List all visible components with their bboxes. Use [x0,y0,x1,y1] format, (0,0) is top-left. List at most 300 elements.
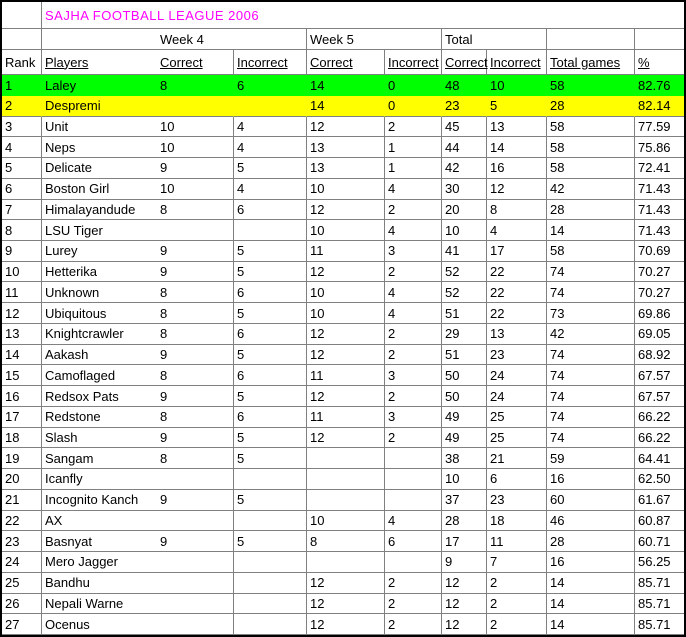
table-row [2,220,686,241]
rank-cell: 17 [2,407,42,428]
week5-incorrect-cell: 1 [385,137,442,158]
rank-cell: 13 [2,324,42,345]
total-games-cell: 60 [547,490,635,511]
percent-cell: 69.05 [635,324,686,345]
week5-incorrect-cell: 0 [385,75,442,96]
week4-correct-cell [157,220,234,241]
week5-incorrect-cell [385,490,442,511]
total-incorrect-cell: 11 [487,531,547,552]
rank-cell: 2 [2,96,42,117]
week4-incorrect-cell: 6 [234,200,307,221]
rank-cell: 26 [2,594,42,615]
percent-cell: 60.87 [635,511,686,532]
rank-cell: 23 [2,531,42,552]
week5-correct-cell: 10 [307,303,385,324]
week5-correct-cell [307,469,385,490]
week5-correct-cell: 10 [307,282,385,303]
total-games-cell: 46 [547,511,635,532]
week4-incorrect-cell [234,511,307,532]
week4-correct-cell: 9 [157,158,234,179]
rank-cell: 10 [2,262,42,283]
table-row [2,345,686,366]
week5-incorrect-cell: 2 [385,200,442,221]
week5-correct-cell: 12 [307,386,385,407]
table-row [2,365,686,386]
week4-incorrect-cell [234,614,307,635]
title-row [2,2,686,29]
week4-incorrect-cell: 5 [234,490,307,511]
col-header-week5-incorrect: Incorrect [385,50,442,75]
rank-cell: 9 [2,241,42,262]
week4-correct-cell: 9 [157,262,234,283]
total-incorrect-cell: 16 [487,158,547,179]
player-name-cell: Nepali Warne [42,594,157,615]
total-games-cell: 58 [547,117,635,138]
column-header-row [2,50,686,75]
rank-cell: 1 [2,75,42,96]
total-incorrect-cell: 21 [487,448,547,469]
total-games-cell: 28 [547,531,635,552]
week-row-spacer-rank [2,29,42,50]
player-name-cell: Sangam [42,448,157,469]
week4-correct-cell: 9 [157,386,234,407]
week5-correct-cell: 12 [307,324,385,345]
rank-cell: 21 [2,490,42,511]
week5-incorrect-cell [385,448,442,469]
week5-correct-cell: 14 [307,96,385,117]
group-header-week4: Week 4 [157,29,307,50]
total-correct-cell: 50 [442,365,487,386]
week5-incorrect-cell: 3 [385,365,442,386]
total-correct-cell: 38 [442,448,487,469]
week4-correct-cell: 9 [157,345,234,366]
week5-correct-cell: 12 [307,573,385,594]
week4-correct-cell [157,573,234,594]
week4-incorrect-cell: 6 [234,324,307,345]
table-row [2,179,686,200]
week4-correct-cell: 8 [157,200,234,221]
rank-cell: 22 [2,511,42,532]
player-name-cell: Ocenus [42,614,157,635]
col-header-week4-correct: Correct [157,50,234,75]
player-name-cell: Boston Girl [42,179,157,200]
total-incorrect-cell: 14 [487,137,547,158]
table-row [2,117,686,138]
week4-incorrect-cell: 6 [234,407,307,428]
player-name-cell: Incognito Kanch [42,490,157,511]
total-games-cell: 28 [547,200,635,221]
table-row [2,96,686,117]
total-correct-cell: 51 [442,345,487,366]
week5-correct-cell: 12 [307,428,385,449]
col-header-total-incorrect: Incorrect [487,50,547,75]
total-games-cell: 42 [547,179,635,200]
week4-correct-cell: 8 [157,407,234,428]
total-incorrect-cell: 24 [487,365,547,386]
col-header-week5-correct: Correct [307,50,385,75]
percent-cell: 85.71 [635,573,686,594]
week5-incorrect-cell: 2 [385,345,442,366]
rank-cell: 8 [2,220,42,241]
total-incorrect-cell: 13 [487,324,547,345]
week4-correct-cell: 8 [157,365,234,386]
total-correct-cell: 51 [442,303,487,324]
table-row [2,614,686,635]
week4-incorrect-cell: 4 [234,179,307,200]
total-games-cell: 59 [547,448,635,469]
player-name-cell: Redstone [42,407,157,428]
week-group-row [2,29,686,50]
total-games-cell: 14 [547,594,635,615]
week4-incorrect-cell: 5 [234,345,307,366]
total-correct-cell: 28 [442,511,487,532]
week-row-spacer-pct [635,29,686,50]
week5-incorrect-cell: 2 [385,614,442,635]
percent-cell: 77.59 [635,117,686,138]
week4-incorrect-cell [234,96,307,117]
total-games-cell: 58 [547,75,635,96]
total-games-cell: 74 [547,345,635,366]
total-incorrect-cell: 13 [487,117,547,138]
col-header-rank: Rank [2,50,42,75]
total-incorrect-cell: 22 [487,282,547,303]
total-correct-cell: 49 [442,407,487,428]
week4-correct-cell: 10 [157,179,234,200]
total-games-cell: 14 [547,220,635,241]
total-correct-cell: 49 [442,428,487,449]
percent-cell: 71.43 [635,220,686,241]
rank-cell: 27 [2,614,42,635]
col-header-total-games: Total games [547,50,635,75]
rank-cell: 4 [2,137,42,158]
table-row [2,200,686,221]
table-row [2,407,686,428]
standings-grid [2,2,686,635]
table-row [2,386,686,407]
total-games-cell: 42 [547,324,635,345]
week4-correct-cell [157,594,234,615]
week4-correct-cell: 8 [157,75,234,96]
week5-incorrect-cell: 2 [385,262,442,283]
total-games-cell: 74 [547,262,635,283]
total-correct-cell: 50 [442,386,487,407]
week4-incorrect-cell: 5 [234,262,307,283]
player-name-cell: Laley [42,75,157,96]
total-games-cell: 14 [547,573,635,594]
week4-incorrect-cell: 5 [234,531,307,552]
total-incorrect-cell: 2 [487,594,547,615]
rank-cell: 14 [2,345,42,366]
week4-correct-cell [157,552,234,573]
total-incorrect-cell: 12 [487,179,547,200]
total-incorrect-cell: 7 [487,552,547,573]
group-header-total: Total [442,29,547,50]
percent-cell: 71.43 [635,179,686,200]
total-incorrect-cell: 22 [487,262,547,283]
rank-cell: 16 [2,386,42,407]
player-name-cell: Basnyat [42,531,157,552]
rank-cell: 18 [2,428,42,449]
week5-incorrect-cell: 0 [385,96,442,117]
week5-incorrect-cell: 6 [385,531,442,552]
total-incorrect-cell: 10 [487,75,547,96]
week5-correct-cell [307,490,385,511]
week5-correct-cell: 13 [307,158,385,179]
table-row [2,75,686,96]
table-row [2,241,686,262]
week4-incorrect-cell: 5 [234,428,307,449]
rank-cell: 24 [2,552,42,573]
rank-cell: 12 [2,303,42,324]
week4-correct-cell: 9 [157,531,234,552]
total-correct-cell: 52 [442,262,487,283]
rank-cell: 6 [2,179,42,200]
percent-cell: 66.22 [635,428,686,449]
week5-correct-cell: 12 [307,594,385,615]
rank-cell: 25 [2,573,42,594]
week4-correct-cell: 8 [157,448,234,469]
week4-incorrect-cell [234,469,307,490]
player-name-cell: Unit [42,117,157,138]
week4-incorrect-cell: 6 [234,365,307,386]
player-name-cell: Hetterika [42,262,157,283]
table-row [2,469,686,490]
total-incorrect-cell: 5 [487,96,547,117]
week4-correct-cell: 8 [157,303,234,324]
week4-correct-cell [157,614,234,635]
table-row [2,282,686,303]
week5-incorrect-cell: 4 [385,282,442,303]
total-games-cell: 74 [547,365,635,386]
total-correct-cell: 45 [442,117,487,138]
week4-correct-cell [157,511,234,532]
player-name-cell: Redsox Pats [42,386,157,407]
total-correct-cell: 48 [442,75,487,96]
week4-correct-cell: 8 [157,324,234,345]
total-incorrect-cell: 25 [487,407,547,428]
total-correct-cell: 52 [442,282,487,303]
week4-incorrect-cell: 4 [234,117,307,138]
week5-incorrect-cell: 3 [385,241,442,262]
table-row [2,303,686,324]
rank-cell: 15 [2,365,42,386]
week5-correct-cell: 11 [307,407,385,428]
total-incorrect-cell: 24 [487,386,547,407]
total-games-cell: 74 [547,386,635,407]
total-incorrect-cell: 17 [487,241,547,262]
percent-cell: 62.50 [635,469,686,490]
week4-correct-cell: 10 [157,117,234,138]
total-incorrect-cell: 2 [487,614,547,635]
col-header-players: Players [42,50,157,75]
col-header-week4-incorrect: Incorrect [234,50,307,75]
week-row-spacer-players [42,29,157,50]
week5-correct-cell: 10 [307,220,385,241]
week4-correct-cell [157,469,234,490]
table-row [2,262,686,283]
percent-cell: 64.41 [635,448,686,469]
total-games-cell: 73 [547,303,635,324]
total-correct-cell: 30 [442,179,487,200]
player-name-cell: Bandhu [42,573,157,594]
player-name-cell: Delicate [42,158,157,179]
total-correct-cell: 12 [442,614,487,635]
week4-incorrect-cell [234,573,307,594]
col-header-total-correct: Correct [442,50,487,75]
percent-cell: 69.86 [635,303,686,324]
week5-incorrect-cell: 1 [385,158,442,179]
week5-correct-cell: 11 [307,365,385,386]
week4-correct-cell: 9 [157,490,234,511]
total-games-cell: 74 [547,282,635,303]
week4-incorrect-cell: 6 [234,282,307,303]
week5-incorrect-cell [385,469,442,490]
total-correct-cell: 23 [442,96,487,117]
percent-cell: 82.76 [635,75,686,96]
total-correct-cell: 10 [442,220,487,241]
total-incorrect-cell: 23 [487,345,547,366]
player-name-cell: Aakash [42,345,157,366]
player-name-cell: Himalayandude [42,200,157,221]
week4-correct-cell [157,96,234,117]
player-name-cell: Slash [42,428,157,449]
percent-cell: 60.71 [635,531,686,552]
total-correct-cell: 37 [442,490,487,511]
percent-cell: 70.27 [635,282,686,303]
table-row [2,137,686,158]
col-header-percent: % [635,50,686,75]
table-row [2,490,686,511]
week5-correct-cell [307,448,385,469]
total-games-cell: 74 [547,428,635,449]
week4-incorrect-cell: 4 [234,137,307,158]
total-correct-cell: 9 [442,552,487,573]
total-incorrect-cell: 23 [487,490,547,511]
player-name-cell: Icanfly [42,469,157,490]
week5-incorrect-cell: 2 [385,117,442,138]
total-incorrect-cell: 4 [487,220,547,241]
player-name-cell: Knightcrawler [42,324,157,345]
total-correct-cell: 12 [442,573,487,594]
title-row-spacer [2,2,42,29]
group-header-week5: Week 5 [307,29,442,50]
table-row [2,324,686,345]
total-correct-cell: 41 [442,241,487,262]
week4-incorrect-cell [234,220,307,241]
percent-cell: 61.67 [635,490,686,511]
week5-incorrect-cell: 4 [385,511,442,532]
player-name-cell: Unknown [42,282,157,303]
table-row [2,448,686,469]
week5-correct-cell: 10 [307,511,385,532]
week5-correct-cell: 12 [307,200,385,221]
percent-cell: 75.86 [635,137,686,158]
table-row [2,573,686,594]
week4-incorrect-cell: 5 [234,386,307,407]
total-correct-cell: 12 [442,594,487,615]
week5-correct-cell: 12 [307,345,385,366]
rank-cell: 5 [2,158,42,179]
week5-incorrect-cell: 2 [385,324,442,345]
total-incorrect-cell: 8 [487,200,547,221]
table-row [2,511,686,532]
week5-incorrect-cell: 2 [385,428,442,449]
player-name-cell: Mero Jagger [42,552,157,573]
week4-incorrect-cell: 5 [234,158,307,179]
total-games-cell: 28 [547,96,635,117]
total-correct-cell: 29 [442,324,487,345]
total-games-cell: 58 [547,241,635,262]
total-games-cell: 16 [547,552,635,573]
total-correct-cell: 20 [442,200,487,221]
percent-cell: 56.25 [635,552,686,573]
percent-cell: 70.27 [635,262,686,283]
week5-incorrect-cell: 4 [385,179,442,200]
total-incorrect-cell: 25 [487,428,547,449]
total-games-cell: 58 [547,137,635,158]
percent-cell: 67.57 [635,386,686,407]
week4-correct-cell: 9 [157,241,234,262]
total-games-cell: 16 [547,469,635,490]
week4-incorrect-cell [234,594,307,615]
player-name-cell: AX [42,511,157,532]
total-incorrect-cell: 18 [487,511,547,532]
week5-correct-cell: 12 [307,262,385,283]
total-correct-cell: 42 [442,158,487,179]
week5-correct-cell: 14 [307,75,385,96]
rank-cell: 7 [2,200,42,221]
week5-correct-cell: 10 [307,179,385,200]
table-row [2,531,686,552]
page-title: SAJHA FOOTBALL LEAGUE 2006 [42,2,686,29]
total-incorrect-cell: 2 [487,573,547,594]
week-row-spacer-games [547,29,635,50]
percent-cell: 82.14 [635,96,686,117]
percent-cell: 85.71 [635,614,686,635]
percent-cell: 70.69 [635,241,686,262]
total-correct-cell: 17 [442,531,487,552]
week5-correct-cell: 8 [307,531,385,552]
total-games-cell: 74 [547,407,635,428]
percent-cell: 85.71 [635,594,686,615]
week5-incorrect-cell: 2 [385,386,442,407]
week5-incorrect-cell [385,552,442,573]
player-name-cell: Ubiquitous [42,303,157,324]
player-name-cell: LSU Tiger [42,220,157,241]
week5-incorrect-cell: 2 [385,573,442,594]
total-incorrect-cell: 22 [487,303,547,324]
table-row [2,428,686,449]
player-name-cell: Camoflaged [42,365,157,386]
week5-incorrect-cell: 4 [385,220,442,241]
player-name-cell: Lurey [42,241,157,262]
week5-correct-cell: 13 [307,137,385,158]
week5-correct-cell [307,552,385,573]
player-name-cell: Despremi [42,96,157,117]
rank-cell: 19 [2,448,42,469]
rank-cell: 11 [2,282,42,303]
percent-cell: 71.43 [635,200,686,221]
week4-incorrect-cell: 5 [234,448,307,469]
week4-incorrect-cell: 5 [234,303,307,324]
table-row [2,594,686,615]
week5-correct-cell: 11 [307,241,385,262]
total-correct-cell: 10 [442,469,487,490]
percent-cell: 68.92 [635,345,686,366]
rank-cell: 20 [2,469,42,490]
week4-incorrect-cell: 6 [234,75,307,96]
week5-correct-cell: 12 [307,117,385,138]
